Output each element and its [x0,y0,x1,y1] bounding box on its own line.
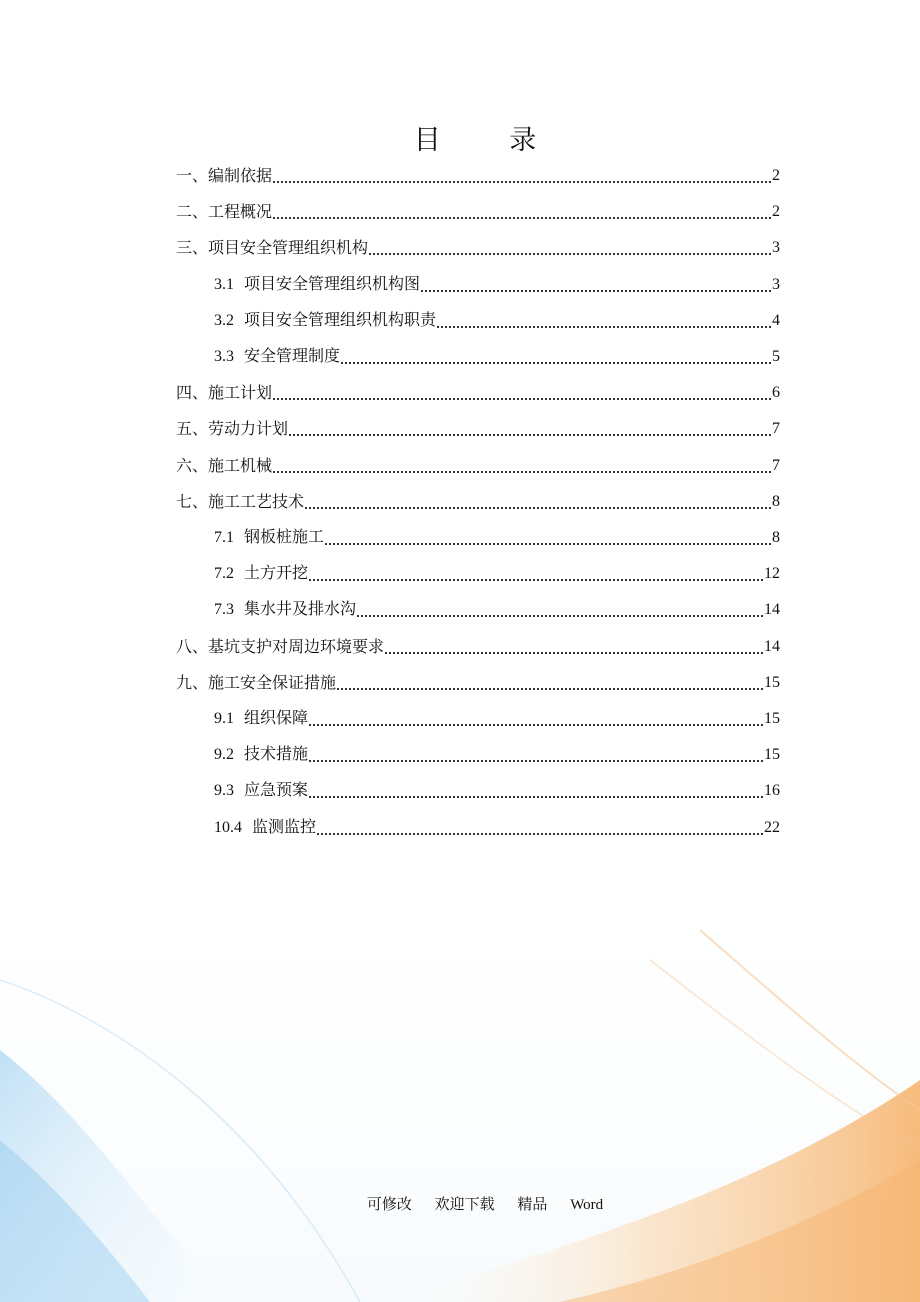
toc-entry-label [176,202,272,222]
toc-entry-label [214,744,308,765]
toc-leader-dots [325,527,771,545]
toc-entry-label [176,456,272,476]
toc-title: 目 录 [413,125,567,156]
toc-entry-number: 7.3 [214,601,234,619]
toc-leader-dots [337,672,763,690]
toc-leader-dots [305,491,771,509]
toc-entry-text: 一、编制依据 [176,166,273,185]
toc-entry-text: 五、劳动力计划 [176,419,289,439]
toc-leader-dots [385,636,763,654]
toc-entry-label [176,238,368,258]
toc-entry[interactable] [214,814,780,838]
footer-welcome-download: 欢迎下载 [434,1195,495,1213]
toc-entry-text: 应急预案 [244,780,309,800]
toc-leader-dots [273,201,771,219]
toc-entry-number: 7.2 [214,565,234,583]
toc-leader-dots [357,599,763,617]
toc-entry-number: 3.2 [214,311,234,329]
toc-entry-page: 15 [764,710,780,727]
toc-entry-page: 2 [772,167,780,184]
toc-entry[interactable] [176,488,780,512]
toc-entry-text: 七、施工工艺技术 [176,491,305,511]
toc-entry-label [214,310,436,331]
toc-entry[interactable] [214,271,780,295]
toc-leader-dots [309,563,763,581]
toc-entry[interactable] [214,705,780,729]
toc-entry-page: 5 [772,348,780,365]
footer-editable: 可修改 [366,1195,412,1213]
toc-entry[interactable] [214,307,780,331]
toc-entry-text: 监测监控 [252,816,317,836]
toc-entry-label [176,492,304,512]
toc-entry-label [176,419,288,439]
toc-entry-page: 16 [764,782,780,800]
toc-entry-label [214,563,308,584]
toc-entry-page: 6 [772,384,780,402]
toc-entry[interactable] [176,234,780,258]
toc-entry-page: 2 [772,203,780,221]
toc-entry-page: 3 [772,239,780,257]
toc-entry-label [214,708,308,729]
toc-entry-label [214,817,316,838]
toc-entry[interactable] [176,415,780,439]
toc-entry-label [176,673,336,693]
toc-entry[interactable] [214,596,780,620]
toc-entry[interactable] [176,633,780,657]
toc-entry[interactable] [214,560,780,584]
toc-leader-dots [273,165,771,183]
toc-entry-label [214,274,420,295]
footer-premium: 精品 [517,1195,548,1213]
toc-leader-dots [317,817,763,835]
toc-leader-dots [421,274,771,292]
toc-leader-dots [309,708,763,726]
toc-leader-dots [309,780,763,798]
footer-word: Word [570,1197,604,1213]
toc-entry[interactable] [214,343,780,367]
toc-entry-label [214,527,324,548]
toc-entry-number: 9.1 [214,710,234,727]
toc-entry-page: 15 [764,673,780,691]
toc-leader-dots [273,382,771,400]
toc-leader-dots [309,744,763,762]
toc-entry-number: 9.3 [214,782,234,800]
toc-entry-text: 项目安全管理组织机构职责 [244,309,437,329]
toc-entry[interactable] [176,198,780,222]
toc-entry[interactable] [176,162,780,186]
toc-leader-dots [341,346,771,364]
toc-leader-dots [289,418,771,436]
toc-entry-text: 三、项目安全管理组织机构 [176,238,369,258]
toc-entry-label [176,166,272,186]
toc-entry-page: 15 [764,746,780,764]
toc-entry-text: 组织保障 [244,708,309,727]
toc-entry-page: 8 [772,529,780,546]
toc-entry-page: 22 [764,818,780,836]
toc-entry-page: 8 [772,492,780,510]
toc-entry[interactable] [214,524,780,548]
toc-entry-page: 4 [772,311,780,329]
toc-entry-text: 技术措施 [244,744,309,764]
toc-entry-label [214,599,356,620]
toc-entry[interactable] [176,669,780,693]
toc-entry-number: 3.3 [214,348,234,365]
toc-entry-text: 土方开挖 [244,563,309,583]
toc-entry-text: 项目安全管理组织机构图 [244,273,421,293]
toc-entry-number: 7.1 [214,529,234,546]
page-footer [0,1193,920,1214]
toc-entry-number: 3.1 [214,275,234,293]
toc-entry-text: 集水井及排水沟 [244,599,357,619]
toc-entry-text: 九、施工安全保证措施 [176,672,337,692]
toc-leader-dots [273,455,771,473]
toc-entry-text: 六、施工机械 [176,455,273,475]
toc-entry[interactable] [176,452,780,476]
toc-entry-text: 安全管理制度 [244,346,341,365]
toc-entry[interactable] [214,777,780,801]
toc-entry-label [214,780,308,801]
toc-entry-page: 14 [764,601,780,619]
toc-entry-page: 12 [764,565,780,583]
toc-entry[interactable] [176,379,780,403]
toc-entry-label [176,637,384,657]
toc-leader-dots [437,310,771,328]
toc-entry-label [214,346,340,367]
toc-entry-text: 二、工程概况 [176,202,273,222]
toc-entry-page: 14 [764,637,780,655]
toc-entry-text: 四、施工计划 [176,383,273,403]
toc-entry-number: 10.4 [214,818,242,836]
toc-entry-text: 八、基坑支护对周边环境要求 [176,636,385,656]
toc-leader-dots [369,237,771,255]
toc-entry-page: 7 [772,420,780,438]
toc-entry-number: 9.2 [214,746,234,764]
toc-entry-page: 7 [772,456,780,474]
toc-entry-text: 钢板桩施工 [244,527,325,546]
toc-entry-label [176,383,272,403]
toc-entry[interactable] [214,741,780,765]
toc-entry-page: 3 [772,275,780,293]
